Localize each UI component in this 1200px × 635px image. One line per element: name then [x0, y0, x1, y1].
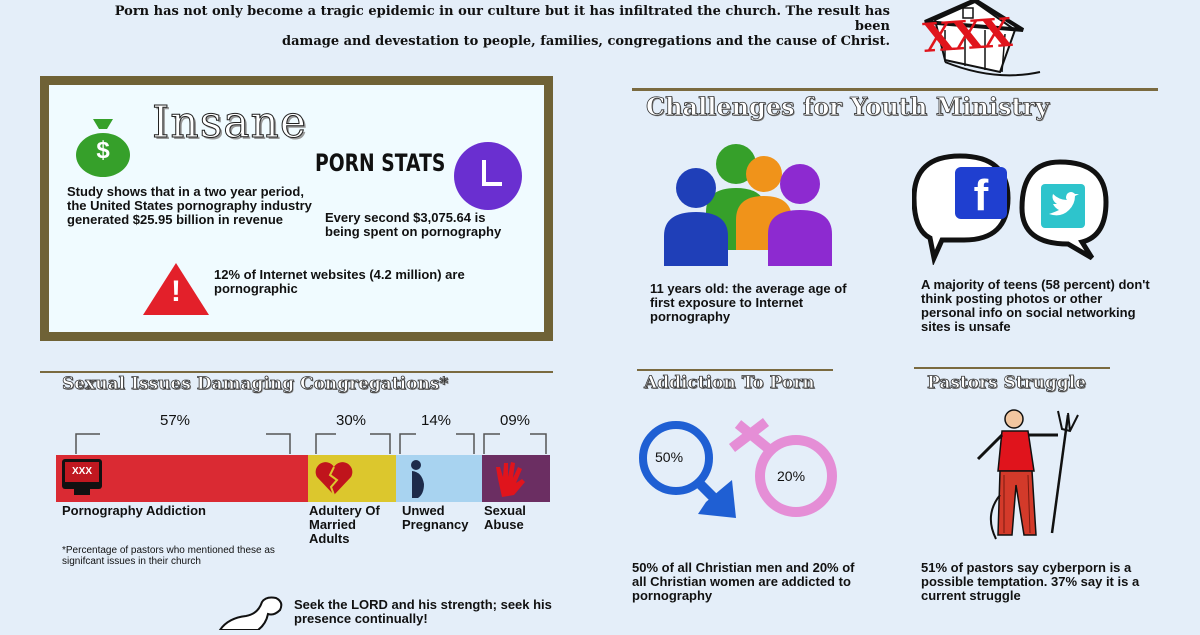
per-second-stat: Every second $3,075.64 is being spent on pornography: [325, 210, 502, 239]
age-stat: 11 years old: the average age of first exposure to Internet pornography: [650, 281, 847, 324]
house-xxx-illustration: [905, 0, 1045, 82]
money-bag-icon: [75, 113, 131, 177]
intro-text: [80, 4, 890, 49]
insane-heading: Insane: [152, 97, 307, 148]
bar-segment-porn: [56, 455, 308, 502]
pregnant-woman-icon: [402, 458, 432, 500]
segment-label-pregnancy: Unwed Pregnancy: [402, 503, 469, 532]
stats-box: [40, 76, 553, 341]
monitor-icon: [62, 459, 102, 489]
segment-label-abuse: Sexual Abuse: [484, 503, 526, 532]
congregations-footnote: *Percentage of pastors who mentioned these as signifcant issues in their church: [62, 545, 275, 567]
women-pct: 20%: [777, 468, 806, 484]
monitor-xxx-label: XXX: [65, 462, 99, 482]
devil-illustration-icon: [970, 405, 1090, 545]
teens-stat: A majority of teens (58 percent) don't think posting photos or other personal info on social networking sites is unsafe: [921, 277, 1150, 334]
segment-label-porn: Pornography Addiction: [62, 503, 206, 518]
bar-segment-pregnancy: [396, 455, 482, 502]
websites-stat: 12% of Internet websites (4.2 million) are pornographic: [214, 267, 465, 296]
dollar-sign: $: [96, 137, 110, 164]
strong-arm-icon: [218, 594, 288, 630]
people-group-icon: [660, 140, 850, 270]
intro-line-2: damage and devestation to people, families, congregations and the cause of Christ.: [282, 34, 890, 49]
addiction-stat: 50% of all Christian men and 20% of all Christian women are addicted to pornography: [632, 560, 855, 603]
bar-segment-adultery: [308, 455, 396, 502]
porn-stats-heading: PORN STATS: [315, 149, 446, 177]
exclamation-mark: !: [171, 275, 181, 308]
addiction-title: Addiction To Porn: [644, 373, 815, 393]
segment-label-adultery: Adultery Of Married Adults: [309, 503, 380, 546]
youth-rule: [632, 88, 1158, 91]
pastors-rule: [914, 367, 1110, 369]
intro-line-1: Porn has not only become a tragic epidemic in our culture but it has infiltrated the church. The result has been: [114, 4, 890, 34]
twitter-icon: [1041, 184, 1085, 228]
pastors-title: Pastors Struggle: [927, 373, 1087, 393]
congregations-title: Sexual Issues Damaging Congregations*: [62, 374, 449, 394]
youth-title: Challenges for Youth Ministry: [646, 92, 1050, 121]
warning-icon: [141, 261, 211, 317]
segment-pct-porn: 57%: [160, 412, 191, 429]
pastors-stat: 51% of pastors say cyberporn is a possible temptation. 37% say it is a current struggle: [921, 560, 1140, 603]
verse-text: Seek the LORD and his strength; seek his presence continually!: [294, 597, 552, 626]
facebook-icon: f: [955, 167, 1007, 219]
gender-symbols-icon: [636, 418, 846, 528]
men-pct: 50%: [655, 449, 684, 465]
monitor-stand: [74, 489, 90, 495]
segment-pct-pregnancy: 14%: [421, 412, 452, 429]
clock-icon: [454, 142, 522, 210]
percent-brackets: [56, 432, 552, 456]
red-handprint-icon: [492, 459, 528, 499]
revenue-stat: Study shows that in a two year period, the United States pornography industry generated $25.95 billion in revenue: [67, 184, 312, 227]
bar-segment-abuse: [482, 455, 550, 502]
house-xxx-label: XXX: [921, 9, 1012, 62]
segment-pct-adultery: 30%: [336, 412, 367, 429]
segment-pct-abuse: 09%: [500, 412, 531, 429]
addiction-rule: [637, 369, 833, 371]
congregations-rule: [40, 371, 553, 373]
broken-heart-icon: [314, 461, 354, 497]
